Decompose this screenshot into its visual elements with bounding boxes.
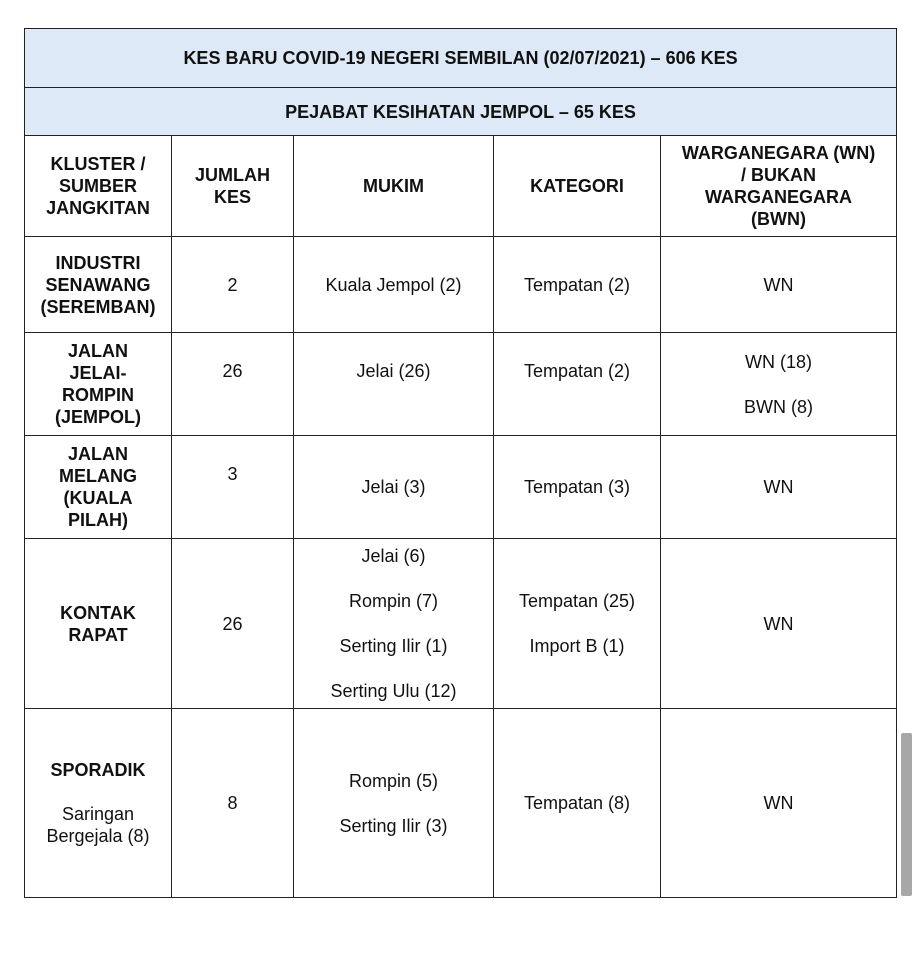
- header-category: KATEGORI: [494, 136, 661, 237]
- cluster-cell: KONTAK RAPAT: [25, 539, 172, 709]
- mukim-cell: Jelai (26): [294, 333, 494, 436]
- header-citizenship: WARGANEGARA (WN) / BUKAN WARGANEGARA (BWN): [661, 136, 897, 237]
- cases-cell: 26: [172, 333, 294, 436]
- cases-cell: 26: [172, 539, 294, 709]
- table-subtitle: PEJABAT KESIHATAN JEMPOL – 65 KES: [25, 88, 897, 136]
- header-cases: JUMLAH KES: [172, 136, 294, 237]
- cases-cell: 2: [172, 237, 294, 333]
- category-cell: Tempatan (2): [494, 333, 661, 436]
- citizenship-cell: WN: [661, 539, 897, 709]
- citizenship-cell: WN (18) BWN (8): [661, 333, 897, 436]
- citizenship-cell: WN: [661, 709, 897, 898]
- category-cell: Tempatan (3): [494, 436, 661, 539]
- table-row: [25, 709, 897, 898]
- mukim-cell: Jelai (3): [294, 436, 494, 539]
- top-bar: [0, 0, 917, 28]
- cluster-cell: SPORADIK Saringan Bergejala (8): [25, 709, 172, 898]
- citizenship-cell: WN: [661, 237, 897, 333]
- header-mukim: MUKIM: [294, 136, 494, 237]
- title-row: [25, 29, 897, 88]
- covid-cases-table: [24, 28, 897, 898]
- scrollbar-thumb[interactable]: [901, 733, 912, 896]
- category-cell: Tempatan (8): [494, 709, 661, 898]
- cluster-cell: INDUSTRI SENAWANG (SEREMBAN): [25, 237, 172, 333]
- table-row: [25, 237, 897, 333]
- category-cell: Tempatan (2): [494, 237, 661, 333]
- citizenship-cell: WN: [661, 436, 897, 539]
- cluster-cell: JALAN MELANG (KUALA PILAH): [25, 436, 172, 539]
- mukim-cell: Rompin (5) Serting Ilir (3): [294, 709, 494, 898]
- table-row: [25, 333, 897, 436]
- header-cluster: KLUSTER / SUMBER JANGKITAN: [25, 136, 172, 237]
- subtitle-row: [25, 88, 897, 136]
- mukim-cell: Jelai (6) Rompin (7) Serting Ilir (1) Serting Ulu (12): [294, 539, 494, 709]
- table-row: [25, 436, 897, 539]
- cluster-cell: JALAN JELAI- ROMPIN (JEMPOL): [25, 333, 172, 436]
- header-row: [25, 136, 897, 237]
- table-row: [25, 539, 897, 709]
- mukim-cell: Kuala Jempol (2): [294, 237, 494, 333]
- table-title: KES BARU COVID-19 NEGERI SEMBILAN (02/07/2021) – 606 KES: [25, 29, 897, 88]
- category-cell: Tempatan (25) Import B (1): [494, 539, 661, 709]
- cases-cell: 3: [172, 436, 294, 539]
- cases-cell: 8: [172, 709, 294, 898]
